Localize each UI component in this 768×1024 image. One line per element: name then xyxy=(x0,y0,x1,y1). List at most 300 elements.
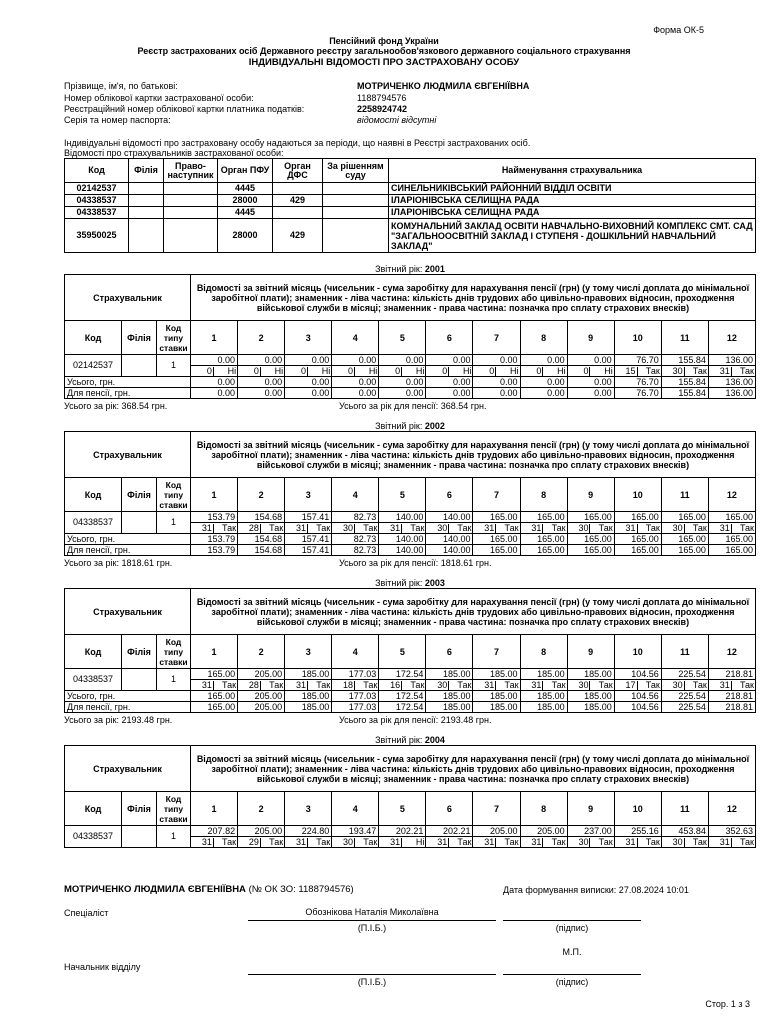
month-days: 28 xyxy=(239,681,261,690)
month-total: 185.00 xyxy=(473,691,520,702)
month-sum: 205.00 xyxy=(520,826,567,837)
month-pension: 76.70 xyxy=(614,388,661,399)
month-total: 140.00 xyxy=(426,534,473,545)
month-total: 225.54 xyxy=(661,691,708,702)
table-row xyxy=(65,195,756,207)
month-mark: Так xyxy=(598,679,613,690)
month-mark: Так xyxy=(363,679,378,690)
code-header: Код xyxy=(65,321,122,355)
org-name: Пенсійний фонд України xyxy=(329,36,439,46)
rate-header: Код типу ставки xyxy=(157,321,191,355)
month-pension: 136.00 xyxy=(708,388,755,399)
month-header: 4 xyxy=(332,478,379,512)
month-mark: Так xyxy=(739,679,754,690)
info-header: Відомості за звітний місяць (чисельник - сума заробітку для нарахування пенсії (грн) (у тому числі доплата до мінімальної заробітної плати); знаменник - ліва частина: кількість днів трудових або цивільно-правових відносин, проходження військової служби в місяці; знаменник - права частина: позначка про сплату страхових внесків) xyxy=(191,589,756,635)
month-header: 8 xyxy=(520,478,567,512)
info-header: Відомості за звітний місяць (чисельник - сума заробітку для нарахування пенсії (грн) (у тому числі доплата до мінімальної заробітної плати); знаменник - ліва частина: кількість днів трудових або цивільно-правових відносин, проходження військової служби в місяці; знаменник - права частина: позначка про сплату страхових внесків) xyxy=(191,275,756,321)
month-mark: Ні xyxy=(321,365,331,376)
tax-label: Реєстраційний номер облікової картки платника податків: xyxy=(64,104,305,114)
year-title xyxy=(64,735,756,745)
month-header: 6 xyxy=(426,792,473,826)
month-sum: 104.56 xyxy=(614,669,661,680)
intro-line-2: Відомості про страхувальників застрахованої особи: xyxy=(64,148,284,158)
year-table xyxy=(64,431,756,556)
month-header: 10 xyxy=(614,478,661,512)
month-mark: Так xyxy=(645,365,660,376)
month-header: 3 xyxy=(285,478,332,512)
month-pension: 177.03 xyxy=(332,702,379,713)
month-days: 30 xyxy=(569,838,591,847)
month-sum: 157.41 xyxy=(285,512,332,523)
month-pension: 165.00 xyxy=(191,702,238,713)
month-sum: 140.00 xyxy=(379,512,426,523)
month-sum: 0.00 xyxy=(332,355,379,366)
year-pension-total xyxy=(339,715,492,725)
employer-pfu: 4445 xyxy=(218,183,273,195)
month-mark: Так xyxy=(504,522,519,533)
rate-header: Код типу ставки xyxy=(157,635,191,669)
month-sum: 193.47 xyxy=(332,826,379,837)
month-header: 12 xyxy=(708,321,755,355)
month-sum: 185.00 xyxy=(285,669,332,680)
branch-header: Філія xyxy=(122,792,157,826)
total-label: Усього, грн. xyxy=(65,377,191,388)
month-mark: Так xyxy=(645,679,660,690)
employer-dfs xyxy=(273,207,323,219)
table-row xyxy=(65,207,756,219)
month-sum: 185.00 xyxy=(520,669,567,680)
month-sum: 165.00 xyxy=(614,512,661,523)
statement-date: Дата формування виписки: 27.08.2024 10:01 xyxy=(503,885,689,895)
employer-pfu: 28000 xyxy=(218,195,273,207)
month-days: 0 xyxy=(569,367,591,376)
year-pension-label: Усього за рік для пенсії: xyxy=(339,558,439,568)
month-days: 28 xyxy=(239,524,261,533)
month-header: 1 xyxy=(191,635,238,669)
employer-pfu: 28000 xyxy=(218,219,273,253)
branch-header: Філія xyxy=(122,635,157,669)
month-days: 31 xyxy=(522,681,544,690)
month-total: 165.00 xyxy=(191,691,238,702)
month-days: 0 xyxy=(427,367,449,376)
month-pension: 0.00 xyxy=(191,388,238,399)
year-pension-value: 368.54 грн. xyxy=(440,401,487,411)
month-mark: Ні xyxy=(510,365,519,376)
card-value: 1188794576 xyxy=(357,93,407,103)
month-sum: 185.00 xyxy=(426,669,473,680)
specialist-name: Обознікова Наталія Миколаївна xyxy=(305,907,439,917)
month-mark: Ні xyxy=(415,365,425,376)
month-header: 8 xyxy=(520,792,567,826)
month-sum: 140.00 xyxy=(426,512,473,523)
month-pension: 165.00 xyxy=(661,545,708,556)
month-total: 185.00 xyxy=(426,691,473,702)
month-pension: 157.41 xyxy=(285,545,332,556)
insurer-header: Страхувальник xyxy=(65,589,191,635)
code-header: Код xyxy=(65,478,122,512)
year-prefix: Звітний рік: xyxy=(375,735,423,745)
month-sum: 165.00 xyxy=(520,512,567,523)
month-days: 31 xyxy=(710,367,732,376)
month-mark: Так xyxy=(598,522,613,533)
year-table xyxy=(64,745,756,848)
month-header: 6 xyxy=(426,321,473,355)
month-mark: Так xyxy=(645,836,660,847)
month-header: 9 xyxy=(567,321,614,355)
code-header: Код xyxy=(65,792,122,826)
month-sum: 207.82 xyxy=(191,826,238,837)
month-days: 31 xyxy=(286,681,308,690)
employer-name: КОМУНАЛЬНИЙ ЗАКЛАД ОСВІТИ НАВЧАЛЬНО-ВИХОВНИЙ КОМПЛЕКС СМТ. САД "ЗАГАЛЬНООСВІТНІЙ ЗАКЛАД І СТУПЕНЯ - ДОШКІЛЬНИЙ НАВЧАЛЬНИЙ ЗАКЛАД" xyxy=(389,219,756,253)
month-mark: Так xyxy=(692,679,707,690)
year-title xyxy=(64,421,756,431)
month-total: 0.00 xyxy=(191,377,238,388)
month-mark: Ні xyxy=(227,365,237,376)
month-sum: 255.16 xyxy=(614,826,661,837)
month-days: 31 xyxy=(380,838,402,847)
month-sum: 205.00 xyxy=(238,826,285,837)
month-days: 31 xyxy=(286,524,308,533)
col-court: За рішенням суду xyxy=(323,159,389,183)
month-mark: Так xyxy=(457,679,472,690)
month-days: 31 xyxy=(474,838,496,847)
insurer-header: Страхувальник xyxy=(65,746,191,792)
month-days: 31 xyxy=(616,524,638,533)
month-header: 2 xyxy=(238,792,285,826)
month-days: 31 xyxy=(522,524,544,533)
month-header: 9 xyxy=(567,635,614,669)
year-value: 2004 xyxy=(424,735,445,745)
month-total: 104.56 xyxy=(614,691,661,702)
month-days: 31 xyxy=(192,838,214,847)
head-pib: (П.І.Б.) xyxy=(357,977,387,987)
insurer-code: 04338537 xyxy=(65,512,122,534)
month-total: 165.00 xyxy=(708,534,755,545)
month-sum: 76.70 xyxy=(614,355,661,366)
month-mark: Так xyxy=(410,522,425,533)
month-pension: 185.00 xyxy=(567,702,614,713)
month-total: 165.00 xyxy=(473,534,520,545)
month-header: 6 xyxy=(426,478,473,512)
month-header: 5 xyxy=(379,478,426,512)
col-code: Код xyxy=(65,159,129,183)
month-header: 1 xyxy=(191,478,238,512)
month-header: 2 xyxy=(238,321,285,355)
month-sum: 165.00 xyxy=(708,512,755,523)
month-days: 31 xyxy=(710,681,732,690)
month-days: 31 xyxy=(192,681,214,690)
month-header: 5 xyxy=(379,792,426,826)
month-days: 31 xyxy=(474,524,496,533)
col-branch: Філія xyxy=(129,159,164,183)
month-header: 1 xyxy=(191,792,238,826)
month-sum: 177.03 xyxy=(332,669,379,680)
employers-table xyxy=(64,158,756,253)
month-sum: 153.79 xyxy=(191,512,238,523)
month-days: 17 xyxy=(616,681,638,690)
month-days: 31 xyxy=(427,838,449,847)
month-sum: 0.00 xyxy=(238,355,285,366)
insurer-code: 04338537 xyxy=(65,669,122,691)
month-days: 30 xyxy=(569,681,591,690)
month-mark: Так xyxy=(551,679,566,690)
month-total: 155.84 xyxy=(661,377,708,388)
rate-header: Код типу ставки xyxy=(157,478,191,512)
month-sum: 0.00 xyxy=(426,355,473,366)
pension-label: Для пенсії, грн. xyxy=(65,545,191,556)
year-table xyxy=(64,274,756,399)
footer-person-name: МОТРИЧЕНКО ЛЮДМИЛА ЄВГЕНІЇВНА xyxy=(64,884,246,895)
month-days: 0 xyxy=(380,367,402,376)
name-label: Прізвище, ім'я, по батькові: xyxy=(64,81,178,91)
rate-code: 1 xyxy=(157,355,191,377)
month-mark: Ні xyxy=(557,365,566,376)
month-header: 7 xyxy=(473,635,520,669)
month-mark: Ні xyxy=(462,365,472,376)
year-pension-label: Усього за рік для пенсії: xyxy=(339,715,439,725)
month-days: 0 xyxy=(522,367,544,376)
year-prefix: Звітний рік: xyxy=(375,264,423,274)
col-pfu: Орган ПФУ xyxy=(218,159,273,183)
table-row xyxy=(65,183,756,195)
month-sum: 165.00 xyxy=(661,512,708,523)
employer-dfs: 429 xyxy=(273,195,323,207)
month-total: 185.00 xyxy=(567,691,614,702)
month-pension: 0.00 xyxy=(285,388,332,399)
year-total xyxy=(64,401,167,411)
month-header: 12 xyxy=(708,635,755,669)
month-days: 31 xyxy=(522,838,544,847)
year-prefix: Звітний рік: xyxy=(375,578,423,588)
passport-value: відомості відсутні xyxy=(357,115,437,125)
month-total: 157.41 xyxy=(285,534,332,545)
month-total: 165.00 xyxy=(567,534,614,545)
month-mark: Так xyxy=(598,836,613,847)
col-dfs: Орган ДФС xyxy=(273,159,323,183)
month-days: 0 xyxy=(474,367,496,376)
month-sum: 218.81 xyxy=(708,669,755,680)
month-mark: Так xyxy=(269,522,284,533)
year-pension-total xyxy=(339,401,487,411)
month-total: 185.00 xyxy=(520,691,567,702)
month-mark: Так xyxy=(551,836,566,847)
month-sum: 0.00 xyxy=(473,355,520,366)
month-header: 12 xyxy=(708,792,755,826)
month-days: 30 xyxy=(333,838,355,847)
month-total: 172.54 xyxy=(379,691,426,702)
col-insurer-name: Найменування страхувальника xyxy=(389,159,756,183)
rate-code: 1 xyxy=(157,512,191,534)
month-sum: 453.84 xyxy=(661,826,708,837)
pension-label: Для пенсії, грн. xyxy=(65,388,191,399)
month-total: 0.00 xyxy=(473,377,520,388)
month-days: 30 xyxy=(663,838,685,847)
employer-code: 02142537 xyxy=(65,183,129,195)
month-mark: Так xyxy=(504,679,519,690)
year-total-label: Усього за рік: xyxy=(64,401,119,411)
specialist-label: Спеціаліст xyxy=(64,908,109,918)
month-sum: 172.54 xyxy=(379,669,426,680)
month-sum: 154.68 xyxy=(238,512,285,523)
year-total-label: Усього за рік: xyxy=(64,715,119,725)
year-total-value: 2193.48 грн. xyxy=(121,715,173,725)
month-pension: 140.00 xyxy=(379,545,426,556)
month-mark: Ні xyxy=(604,365,613,376)
month-header: 11 xyxy=(661,321,708,355)
code-header: Код xyxy=(65,635,122,669)
year-pension-value: 2193.48 грн. xyxy=(440,715,492,725)
month-pension: 165.00 xyxy=(473,545,520,556)
month-total: 165.00 xyxy=(614,534,661,545)
year-title xyxy=(64,264,756,274)
month-sum: 202.21 xyxy=(426,826,473,837)
month-mark: Так xyxy=(739,365,754,376)
month-pension: 165.00 xyxy=(614,545,661,556)
specialist-pib: (П.І.Б.) xyxy=(357,923,387,933)
employer-code: 35950025 xyxy=(65,219,129,253)
month-header: 4 xyxy=(332,792,379,826)
month-sum: 225.54 xyxy=(661,669,708,680)
month-mark: Так xyxy=(410,679,425,690)
month-total: 0.00 xyxy=(520,377,567,388)
year-pension-value: 1818.61 грн. xyxy=(440,558,492,568)
month-header: 7 xyxy=(473,321,520,355)
name-value: МОТРИЧЕНКО ЛЮДМИЛА ЄВГЕНІЇВНА xyxy=(357,81,530,91)
month-pension: 0.00 xyxy=(379,388,426,399)
month-sum: 0.00 xyxy=(567,355,614,366)
month-mark: Так xyxy=(363,522,378,533)
month-pension: 0.00 xyxy=(567,388,614,399)
month-pension: 0.00 xyxy=(473,388,520,399)
month-total: 0.00 xyxy=(567,377,614,388)
year-total-label: Усього за рік: xyxy=(64,558,119,568)
page-number: Стор. 1 з 3 xyxy=(705,999,750,1009)
month-sum: 185.00 xyxy=(473,669,520,680)
month-header: 3 xyxy=(285,792,332,826)
month-header: 5 xyxy=(379,321,426,355)
month-mark: Так xyxy=(739,522,754,533)
month-header: 2 xyxy=(238,635,285,669)
month-days: 30 xyxy=(427,524,449,533)
total-label: Усього, грн. xyxy=(65,534,191,545)
month-header: 8 xyxy=(520,635,567,669)
month-mark: Ні xyxy=(274,365,284,376)
month-header: 3 xyxy=(285,321,332,355)
month-days: 0 xyxy=(286,367,308,376)
year-title xyxy=(64,578,756,588)
month-mark: Так xyxy=(692,836,707,847)
month-header: 2 xyxy=(238,478,285,512)
month-total: 0.00 xyxy=(426,377,473,388)
month-pension: 154.68 xyxy=(238,545,285,556)
month-pension: 172.54 xyxy=(379,702,426,713)
employer-code: 04338537 xyxy=(65,195,129,207)
month-header: 11 xyxy=(661,635,708,669)
month-mark: Так xyxy=(692,365,707,376)
month-pension: 185.00 xyxy=(473,702,520,713)
passport-label: Серія та номер паспорта: xyxy=(64,115,171,125)
head-signature: (підпис) xyxy=(555,977,589,987)
month-pension: 0.00 xyxy=(238,388,285,399)
month-mark: Так xyxy=(222,679,237,690)
month-pension: 104.56 xyxy=(614,702,661,713)
month-sum: 0.00 xyxy=(191,355,238,366)
month-header: 3 xyxy=(285,635,332,669)
month-header: 7 xyxy=(473,792,520,826)
col-successor: Право-наступник xyxy=(164,159,218,183)
intro-line-1: Індивідуальні відомості про застраховану особу надаються за періоди, що наявні в Реєстрі застрахованих осіб. xyxy=(64,138,531,148)
month-mark: Так xyxy=(504,836,519,847)
month-days: 0 xyxy=(333,367,355,376)
document-title: ІНДИВІДУАЛЬНІ ВІДОМОСТІ ПРО ЗАСТРАХОВАНУ ОСОБУ xyxy=(248,57,520,68)
month-mark: Так xyxy=(269,836,284,847)
month-days: 16 xyxy=(380,681,402,690)
month-pension: 205.00 xyxy=(238,702,285,713)
month-sum: 165.00 xyxy=(473,512,520,523)
month-total: 136.00 xyxy=(708,377,755,388)
month-mark: Так xyxy=(269,679,284,690)
month-days: 31 xyxy=(710,838,732,847)
month-days: 30 xyxy=(427,681,449,690)
month-mark: Так xyxy=(222,836,237,847)
month-sum: 185.00 xyxy=(567,669,614,680)
year-table xyxy=(64,588,756,713)
month-header: 5 xyxy=(379,635,426,669)
month-sum: 0.00 xyxy=(379,355,426,366)
month-pension: 185.00 xyxy=(426,702,473,713)
month-total: 165.00 xyxy=(520,534,567,545)
month-mark: Так xyxy=(551,522,566,533)
employer-name: СИНЕЛЬНИКІВСЬКИЙ РАЙОННИЙ ВІДДІЛ ОСВІТИ xyxy=(389,183,756,195)
month-header: 6 xyxy=(426,635,473,669)
month-sum: 202.21 xyxy=(379,826,426,837)
month-header: 11 xyxy=(661,792,708,826)
month-days: 30 xyxy=(663,367,685,376)
info-header: Відомості за звітний місяць (чисельник - сума заробітку для нарахування пенсії (грн) (у тому числі доплата до мінімальної заробітної плати); знаменник - ліва частина: кількість днів трудових або цивільно-правових відносин, проходження військової служби в місяці; знаменник - права частина: позначка про сплату страхових внесків) xyxy=(191,746,756,792)
year-value: 2001 xyxy=(424,264,445,274)
month-days: 31 xyxy=(286,838,308,847)
info-header: Відомості за звітний місяць (чисельник - сума заробітку для нарахування пенсії (грн) (у тому числі доплата до мінімальної заробітної плати); знаменник - ліва частина: кількість днів трудових або цивільно-правових відносин, проходження військової служби в місяці; знаменник - права частина: позначка про сплату страхових внесків) xyxy=(191,432,756,478)
month-pension: 185.00 xyxy=(285,702,332,713)
month-header: 9 xyxy=(567,792,614,826)
month-pension: 82.73 xyxy=(332,545,379,556)
rate-code: 1 xyxy=(157,826,191,848)
insurer-code: 02142537 xyxy=(65,355,122,377)
form-code: Форма ОК-5 xyxy=(653,25,704,35)
month-sum: 237.00 xyxy=(567,826,614,837)
year-value: 2003 xyxy=(424,578,445,588)
month-header: 4 xyxy=(332,321,379,355)
month-sum: 224.80 xyxy=(285,826,332,837)
employer-name: ІЛАРІОНІВСЬКА СЕЛИЩНА РАДА xyxy=(389,195,756,207)
rate-header: Код типу ставки xyxy=(157,792,191,826)
year-prefix: Звітний рік: xyxy=(375,421,423,431)
month-total: 0.00 xyxy=(285,377,332,388)
month-total: 177.03 xyxy=(332,691,379,702)
month-pension: 0.00 xyxy=(426,388,473,399)
month-total: 0.00 xyxy=(238,377,285,388)
month-header: 10 xyxy=(614,792,661,826)
month-header: 10 xyxy=(614,321,661,355)
month-pension: 165.00 xyxy=(567,545,614,556)
month-header: 4 xyxy=(332,635,379,669)
month-pension: 155.84 xyxy=(661,388,708,399)
month-total: 82.73 xyxy=(332,534,379,545)
month-total: 140.00 xyxy=(379,534,426,545)
month-days: 31 xyxy=(474,681,496,690)
month-sum: 155.84 xyxy=(661,355,708,366)
month-total: 0.00 xyxy=(379,377,426,388)
